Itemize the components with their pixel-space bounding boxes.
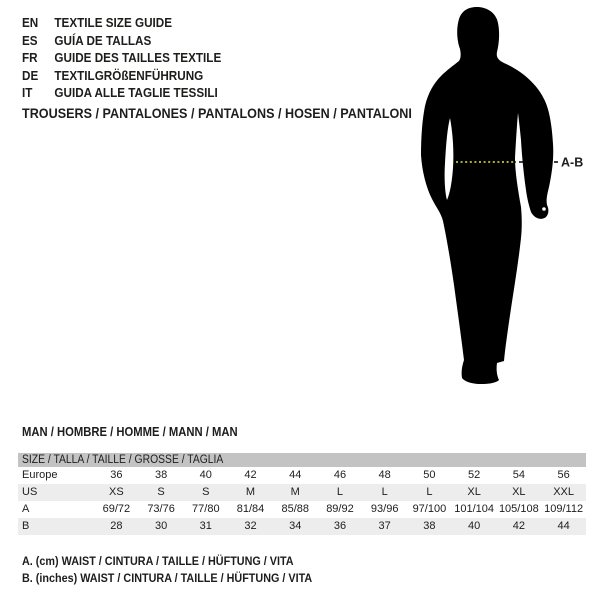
table-cell: L — [407, 484, 452, 501]
language-row — [22, 84, 221, 102]
table-cell: 77/80 — [192, 503, 220, 515]
language-code: EN — [22, 15, 39, 30]
language-code: ES — [22, 32, 38, 48]
language-code: IT — [22, 85, 33, 100]
footnotes — [22, 553, 344, 586]
language-row — [22, 14, 221, 32]
table-cell: M — [273, 484, 318, 501]
table-cell: M — [228, 484, 273, 501]
size-table-header-text: SIZE / TALLA / TAILLE / GRÖSSE / TAGLIA — [22, 454, 224, 466]
table-cell: 48 — [378, 469, 391, 481]
language-code: FR — [22, 50, 38, 65]
table-cell: 36 — [318, 518, 363, 535]
footnote-b — [22, 570, 344, 587]
language-code: DE — [22, 67, 39, 83]
table-cell: 44 — [541, 518, 586, 535]
table-cell: 81/84 — [236, 503, 265, 515]
table-cell: 31 — [183, 518, 228, 535]
footnote-a-text: A. (cm) WAIST / CINTURA / TAILLE / HÜFTUNG / VITA — [22, 554, 294, 568]
language-title: TEXTILGRÖßENFÜHRUNG — [54, 67, 204, 83]
table-cell: 109/112 — [544, 503, 584, 515]
table-cell: 28 — [94, 518, 139, 535]
table-cell: 40 — [452, 518, 497, 535]
table-cell: S — [183, 484, 228, 501]
table-cell: 32 — [228, 518, 273, 535]
category-title — [22, 105, 455, 121]
language-title: TEXTILE SIZE GUIDE — [54, 15, 173, 30]
size-table-header — [18, 453, 586, 467]
man-body-shape — [421, 7, 553, 384]
table-cell: 97/100 — [412, 503, 447, 515]
table-cell: XS — [94, 484, 139, 501]
language-row — [22, 67, 221, 85]
measure-label: A-B — [561, 155, 584, 170]
table-row-b-inches — [18, 518, 586, 535]
table-cell: 42 — [244, 469, 257, 481]
table-cell: 38 — [407, 518, 452, 535]
row-label: A — [22, 503, 30, 515]
table-cell: 34 — [273, 518, 318, 535]
row-label: US — [18, 484, 94, 501]
table-cell: 30 — [139, 518, 184, 535]
table-cell: 105/108 — [498, 503, 539, 515]
footnote-a — [22, 553, 344, 570]
language-row — [22, 32, 221, 50]
footnote-b-text: B. (inches) WAIST / CINTURA / TAILLE / HÜFTUNG / VITA — [22, 570, 313, 585]
language-title: GUIDA ALLE TAGLIE TESSILI — [54, 85, 218, 100]
table-row-europe — [18, 467, 586, 484]
table-cell: 44 — [289, 469, 302, 481]
table-cell: 50 — [423, 469, 436, 481]
table-cell: 52 — [467, 469, 481, 481]
size-table — [18, 453, 586, 535]
table-cell: 93/96 — [370, 503, 399, 515]
gender-label-text: MAN / HOMBRE / HOMME / MANN / MAN — [22, 425, 238, 439]
table-cell: 42 — [496, 518, 541, 535]
language-row — [22, 49, 221, 67]
table-cell: 40 — [199, 469, 212, 481]
table-cell: 85/88 — [281, 503, 309, 515]
table-cell: S — [139, 484, 184, 501]
table-cell: XL — [496, 484, 541, 501]
language-title: GUIDE DES TAILLES TEXTILE — [54, 50, 222, 65]
table-row-us — [18, 484, 586, 501]
table-cell: 54 — [512, 469, 525, 481]
language-list — [22, 14, 243, 102]
hand-highlight — [542, 207, 546, 211]
table-row-a-cm — [18, 501, 586, 518]
row-label: Europe — [22, 469, 58, 481]
table-cell: 46 — [333, 469, 347, 481]
table-cell: 37 — [362, 518, 407, 535]
size-table-header-row — [18, 453, 586, 467]
table-cell: 101/104 — [454, 503, 494, 515]
row-label: B — [18, 518, 94, 535]
man-silhouette — [400, 0, 600, 420]
table-cell: XL — [452, 484, 497, 501]
table-cell: 56 — [557, 469, 570, 481]
table-cell: 69/72 — [102, 503, 131, 515]
table-cell: L — [318, 484, 363, 501]
table-cell: 89/92 — [326, 503, 354, 515]
gender-label — [22, 425, 262, 439]
table-cell: L — [362, 484, 407, 501]
table-cell: 38 — [154, 469, 168, 481]
table-cell: 73/76 — [147, 503, 175, 515]
category-title-text: TROUSERS / PANTALONES / PANTALONS / HOSEN / PANTALONI — [22, 105, 412, 121]
table-cell: 36 — [110, 469, 123, 481]
table-cell: XXL — [541, 484, 586, 501]
language-title: GUÍA DE TALLAS — [54, 32, 152, 48]
